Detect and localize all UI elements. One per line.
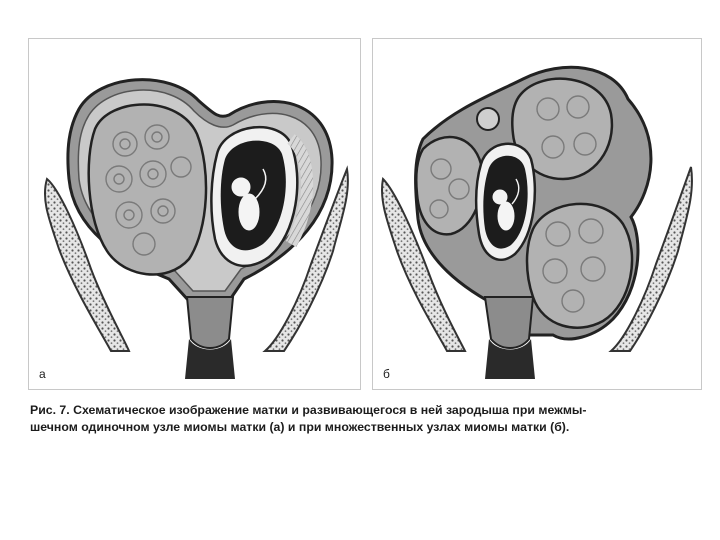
panel-label-b: б [383, 367, 390, 381]
caption-line: Рис. 7. Схематическое изображение матки и развивающегося в ней зародыша при межмы- [30, 403, 587, 417]
panel-label-a: а [39, 367, 46, 381]
figure-caption [30, 402, 710, 436]
caption-line: шечном одиночном узле миомы матки (а) и при множественных узлах миомы матки (б). [30, 420, 570, 434]
figure-panel-a [28, 38, 361, 390]
myoma-node-small [477, 108, 499, 130]
figure-panel-b [372, 38, 702, 390]
uterus-multiple-myoma-illustration [373, 39, 703, 391]
uterus-single-myoma-illustration [29, 39, 362, 391]
cervix [187, 297, 233, 348]
cervix [485, 297, 533, 348]
